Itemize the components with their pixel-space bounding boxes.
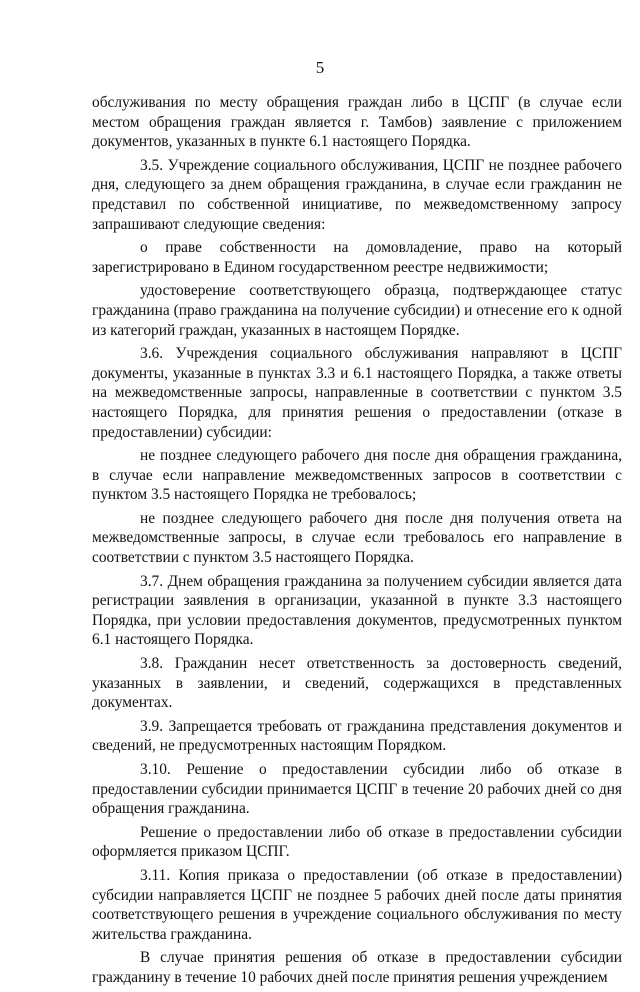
paragraph-3-8: 3.8. Гражданин несет ответственность за достоверность сведений, указанных в заявлении, и сведений, содержащихся в представленных документах. xyxy=(92,655,622,712)
paragraph-3-6: 3.6. Учреждения социального обслуживания направляют в ЦСПГ документы, указанные в пунктах 3.3 и 6.1 настоящего Порядка, а также ответы на межведомственные запросы, направленные в соответствии с пунктом 3.5 настоящего Порядка, для принятия решения о предоставлении (отказе в предоставлении) субсидии: xyxy=(92,345,622,441)
document-body xyxy=(92,93,622,992)
paragraph-item-after-response: не позднее следующего рабочего дня после дня получения ответа на межведомственные запросы, в случае если требовалось его направление в соответствии с пунктом 3.5 настоящего Порядка. xyxy=(92,509,622,567)
paragraph-3-9: 3.9. Запрещается требовать от гражданина представления документов и сведений, не предусмотренных настоящим Порядком. xyxy=(92,717,622,755)
paragraph-refusal: В случае принятия решения об отказе в предоставлении субсидии гражданину в течение 10 рабочих дней после принятия решения учреждением xyxy=(92,949,622,986)
paragraph-3-7: 3.7. Днем обращения гражданина за получением субсидии является дата регистрации заявления в организации, указанной в пункте 3.3 настоящего Порядка, при условии предоставления документов, предусмотренных пунктом 6.1 настоящего Порядка. xyxy=(92,572,622,649)
paragraph-decision-order: Решение о предоставлении либо об отказе в предоставлении субсидии оформляется приказом ЦСПГ. xyxy=(92,823,622,861)
paragraph-item-certificate: удостоверение соответствующего образца, подтверждающее статус гражданина (право гражданина на получение субсидии) и отнесение его к одной из категорий граждан, указанных в настоящем Порядке. xyxy=(92,282,622,339)
paragraph-continuation: обслуживания по месту обращения граждан либо в ЦСПГ (в случае если местом обращения граждан является г. Тамбов) заявление с приложением документов, указанных в пункте 6.1 настоящего Порядка. xyxy=(92,94,622,151)
paragraph-3-10: 3.10. Решение о предоставлении субсидии либо об отказе в предоставлении субсидии принимается ЦСПГ в течение 20 рабочих дней со дня обращения гражданина. xyxy=(92,761,622,818)
paragraph-3-11: 3.11. Копия приказа о предоставлении (об отказе в предоставлении) субсидии направляется ЦСПГ не позднее 5 рабочих дней после даты принятия соответствующего решения в учреждение социального обслуживания по месту жительства гражданина. xyxy=(92,866,622,943)
paragraph-3-5: 3.5. Учреждение социального обслуживания, ЦСПГ не позднее рабочего дня, следующего за днем обращения гражданина, в случае если гражданин не представил по собственной инициативе, по межведомственному запросу запрашивают следующие сведения: xyxy=(92,156,622,233)
paragraph-item-next-day: не позднее следующего рабочего дня после дня обращения гражданина, в случае если направление межведомственных запросов в соответствии с пунктом 3.5 настоящего Порядка не требовалось; xyxy=(92,447,622,504)
page-number: 5 xyxy=(315,58,325,77)
paragraph-item-ownership: о праве собственности на домовладение, право на который зарегистрировано в Едином государственном реестре недвижимости; xyxy=(92,239,622,276)
